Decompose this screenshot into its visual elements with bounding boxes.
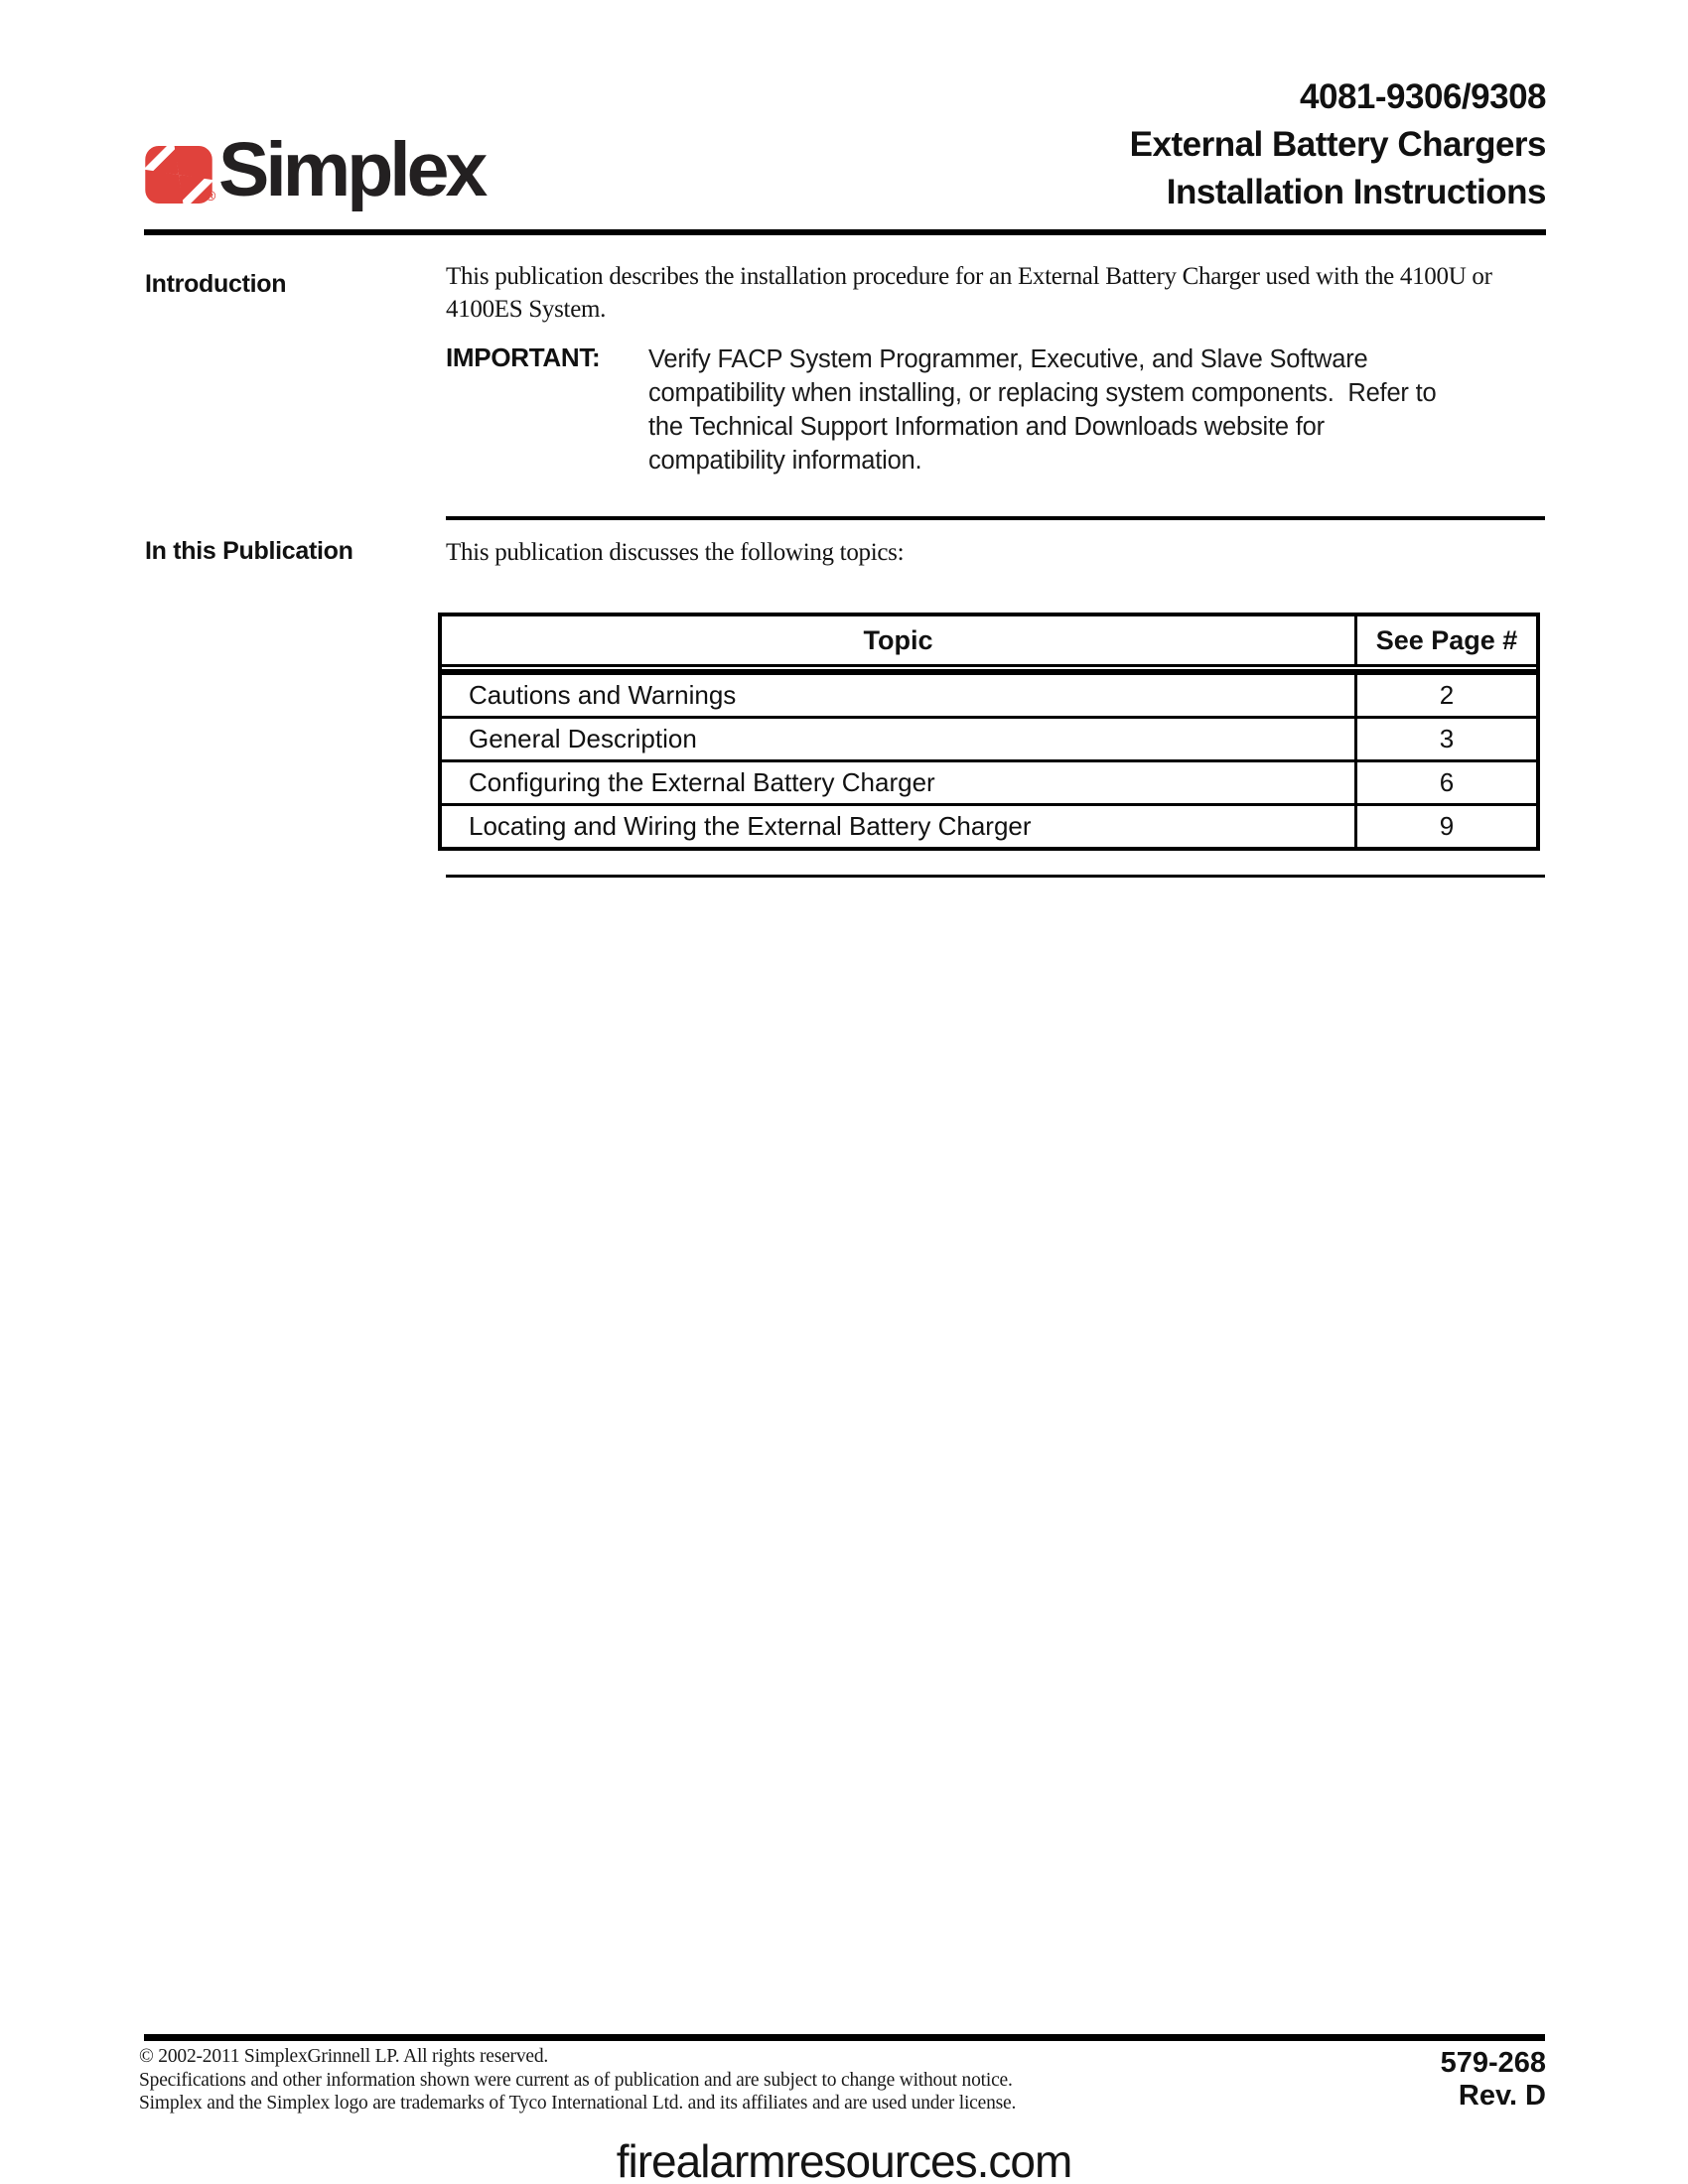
topic-cell: Cautions and Warnings <box>469 680 737 710</box>
in-this-publication-heading: In this Publication <box>145 537 353 565</box>
watermark-text: firealarmresources.com <box>616 2135 1072 2184</box>
important-note <box>446 342 1508 478</box>
section-divider-bottom <box>446 875 1545 878</box>
introduction-paragraph: This publication describes the installation procedure for an External Battery Charger used with the 4100U or 4100ES System. <box>446 263 1492 323</box>
footer-legal-text <box>139 2045 1016 2116</box>
registered-trademark: ® <box>206 188 216 204</box>
page-cell: 6 <box>1354 762 1536 803</box>
important-label: IMPORTANT: <box>446 342 601 372</box>
product-number: 4081-9306/9308 <box>1300 77 1546 116</box>
introduction-heading: Introduction <box>145 270 287 298</box>
document-subtitle: Installation Instructions <box>1166 173 1546 211</box>
footer-copyright: © 2002-2011 SimplexGrinnell LP. All rights reserved. <box>139 2046 549 2067</box>
topics-table-header-page: See Page # <box>1354 616 1536 664</box>
table-row <box>442 716 1536 759</box>
table-row <box>442 672 1536 716</box>
header-rule <box>144 229 1546 235</box>
document-number: 579-268 <box>1440 2047 1546 2079</box>
document-number-block <box>1441 2047 1546 2113</box>
topic-cell: General Description <box>469 724 697 753</box>
table-row <box>442 803 1536 847</box>
page-cell: 9 <box>1354 806 1536 847</box>
footer-trademark: Simplex and the Simplex logo are trademarks of Tyco International Ltd. and its affiliates and are used under license. <box>139 2093 1017 2114</box>
document-revision: Rev. D <box>1458 2080 1546 2112</box>
document-title-block <box>1130 73 1546 216</box>
footer-notice: Specifications and other information shown were current as of publication and are subject to change without notice. <box>139 2069 1013 2091</box>
topics-table-header-topic: Topic <box>863 624 933 655</box>
page-cell: 3 <box>1354 719 1536 759</box>
topics-table <box>438 613 1540 851</box>
topics-intro-text: This publication discusses the following topics: <box>446 539 905 566</box>
topic-cell: Locating and Wiring the External Battery Charger <box>469 811 1032 841</box>
brand-wordmark: Simplex <box>218 127 485 212</box>
simplex-logo-icon <box>145 146 212 208</box>
important-text: Verify FACP System Programmer, Executive, and Slave Software compatibility when installing, or replacing system components. Refer to the Technical Support Information and Downloads website for compatibility information. <box>648 345 1444 475</box>
document-title: External Battery Chargers <box>1129 125 1546 164</box>
section-divider-top <box>446 516 1545 520</box>
footer-rule <box>144 2034 1545 2041</box>
topics-table-header-row <box>442 616 1536 672</box>
table-row <box>442 759 1536 803</box>
page-cell: 2 <box>1354 675 1536 716</box>
topic-cell: Configuring the External Battery Charger <box>469 767 935 797</box>
